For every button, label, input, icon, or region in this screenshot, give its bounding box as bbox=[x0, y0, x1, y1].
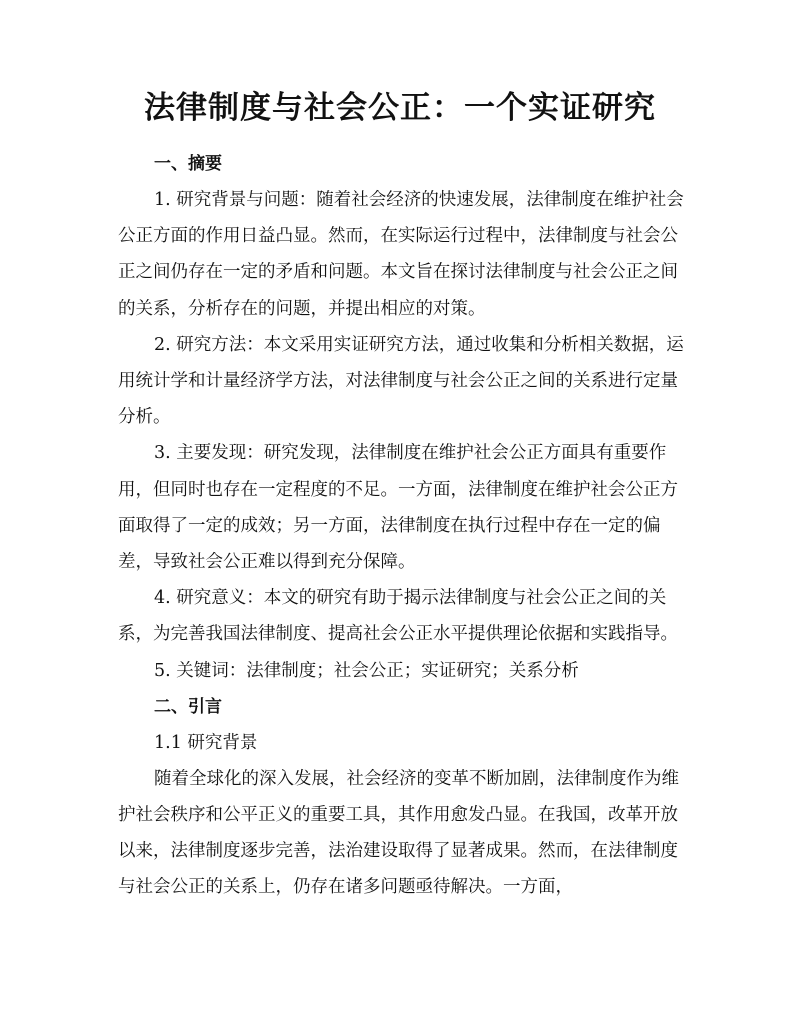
abstract-paragraph-1: 1. 研究背景与问题：随着社会经济的快速发展，法律制度在维护社会公正方面的作用日益凸显。然而，在实际运行过程中，法律制度与社会公正之间仍存在一定的矛盾和问题。本文旨在探讨法律制度与社会公正之间的关系，分析存在的问题，并提出相应的对策。 bbox=[118, 190, 684, 319]
abstract-paragraph-2: 2. 研究方法：本文采用实证研究方法，通过收集和分析相关数据，运用统计学和计量经济学方法，对法律制度与社会公正之间的关系进行定量分析。 bbox=[118, 334, 684, 428]
abstract-paragraph-4: 4. 研究意义：本文的研究有助于揭示法律制度与社会公正之间的关系，为完善我国法律制度、提高社会公正水平提供理论依据和实践指导。 bbox=[118, 588, 678, 645]
section-heading-introduction: 二、引言 bbox=[154, 696, 222, 717]
section-heading-abstract: 一、摘要 bbox=[154, 154, 222, 174]
document-title: 法律制度与社会公正：一个实证研究 bbox=[144, 90, 656, 126]
subsection-heading-background: 1.1 研究背景 bbox=[154, 732, 258, 753]
introduction-paragraph-1: 随着全球化的深入发展，社会经济的变革不断加剧，法律制度作为维护社会秩序和公平正义的重要工具，其作用愈发凸显。在我国，改革开放以来，法律制度逐步完善，法治建设取得了显著成果。然而，在法律制度与社会公正的关系上，仍存在诸多问题亟待解决。一方面， bbox=[118, 768, 679, 898]
abstract-paragraph-3: 3. 主要发现：研究发现，法律制度在维护社会公正方面具有重要作用，但同时也存在一定程度的不足。一方面，法律制度在维护社会公正方面取得了一定的成效；另一方面，法律制度在执行过程中存在一定的偏差，导致社会公正难以得到充分保障。 bbox=[118, 443, 678, 573]
document-body bbox=[118, 146, 684, 906]
abstract-paragraph-5: 5. 关键词：法律制度；社会公正；实证研究；关系分析 bbox=[154, 660, 579, 681]
